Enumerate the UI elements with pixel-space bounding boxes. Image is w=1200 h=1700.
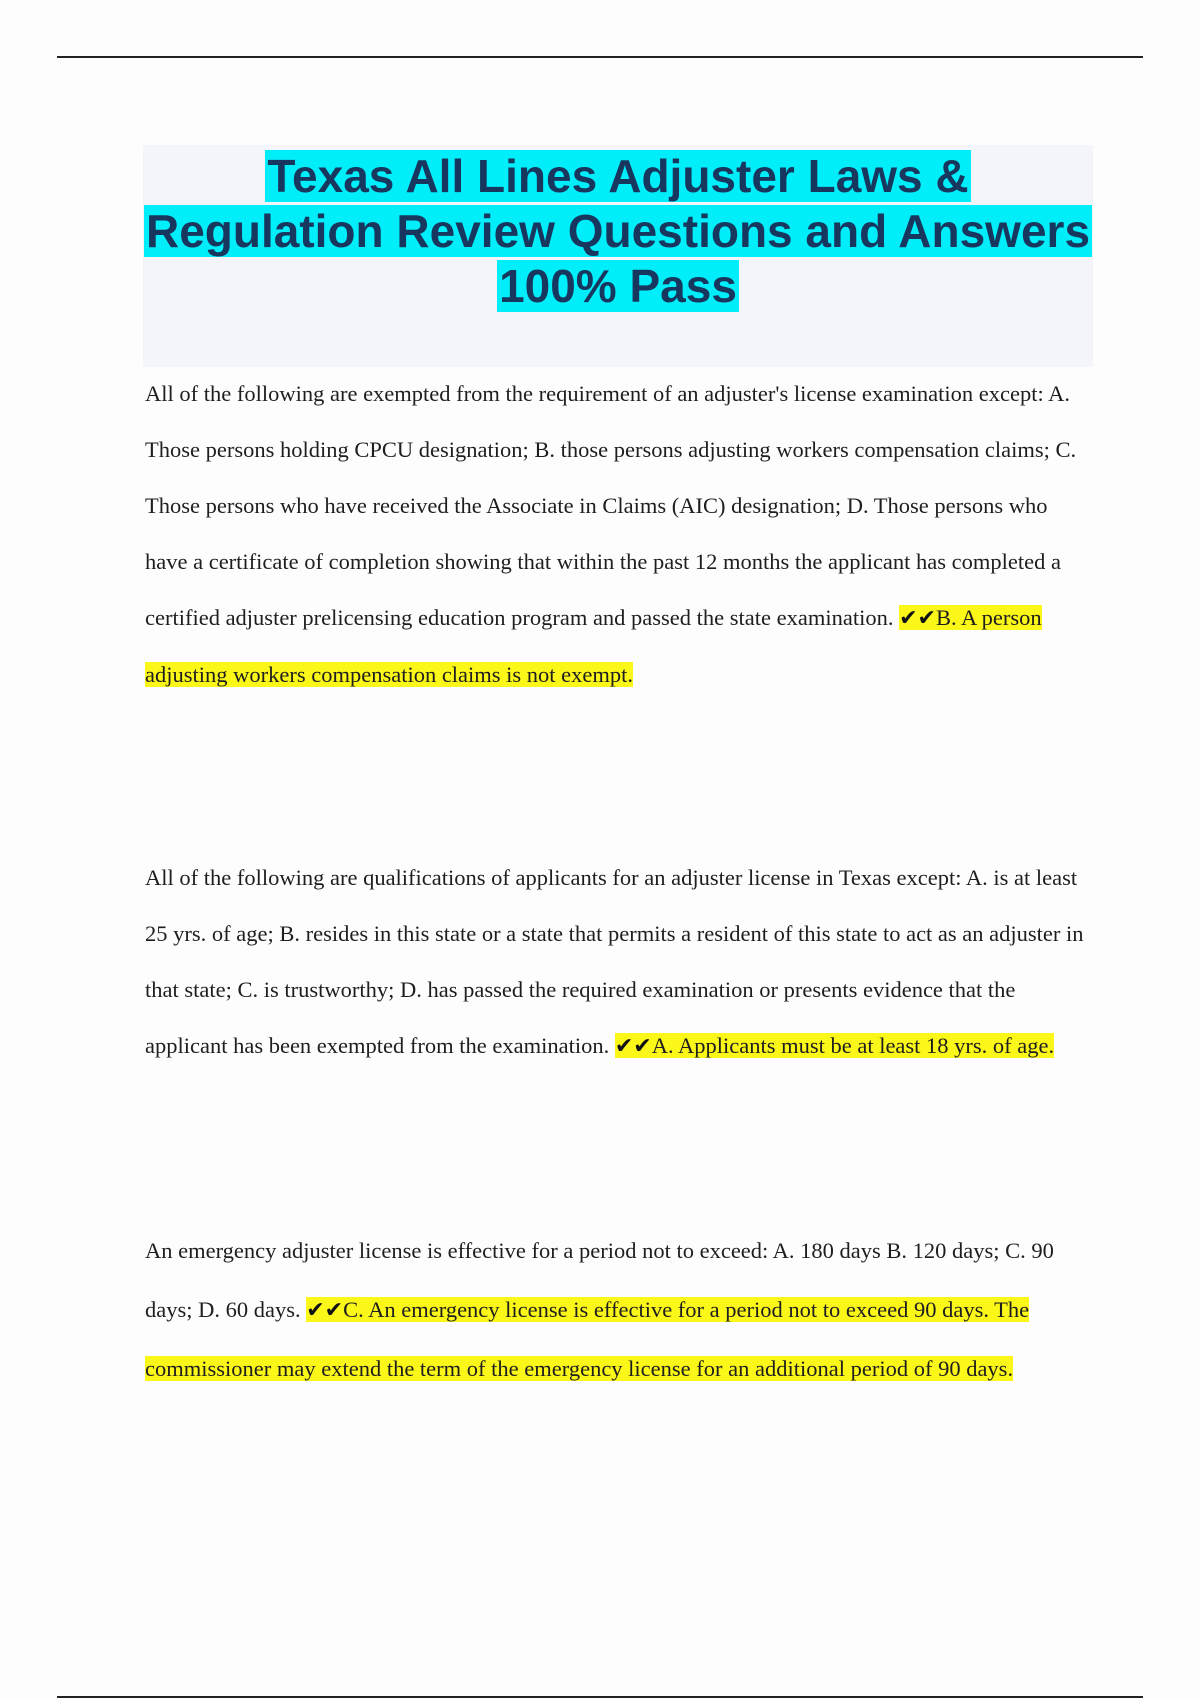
qa-item <box>145 1222 1085 1399</box>
qa-item <box>145 850 1085 1075</box>
document-title-text: Texas All Lines Adjuster Laws & Regulation Review Questions and Answers 100% Pass <box>145 150 1091 312</box>
document-title <box>143 149 1093 314</box>
double-check-icon: ✔✔ <box>306 1297 344 1323</box>
title-block <box>143 145 1093 367</box>
qa-item <box>145 366 1085 703</box>
answer-text: C. An emergency license is effective for a period not to exceed 90 days. The commissioner may extend the term of the emergency license for an additional period of 90 days. <box>145 1296 1030 1381</box>
top-divider <box>57 56 1143 58</box>
bottom-divider <box>57 1696 1143 1698</box>
question-text: An emergency adjuster license is effective for a period not to exceed: A. 180 days B. 120 days; C. 90 days; D. 60 days. <box>145 1238 1054 1322</box>
answer-highlight <box>615 1033 1054 1058</box>
answer-text: B. A person adjusting workers compensation claims is not exempt. <box>145 605 1042 687</box>
answer-text: A. Applicants must be at least 18 yrs. of age. <box>651 1033 1055 1058</box>
question-text: All of the following are exempted from the requirement of an adjuster's license examination except: A. Those persons holding CPCU designation; B. those persons adjusting workers compensation claims; C. Those persons who have received the Associate in Claims (AIC) designation; D. Those persons who have a certificate of completion showing that within the past 12 months the applicant has completed a certified adjuster prelicensing education program and passed the state examination. <box>145 381 1077 630</box>
question-text: All of the following are qualifications of applicants for an adjuster license in Texas except: A. is at least 25 yrs. of age; B. resides in this state or a state that permits a resident of this state to act as an adjuster in that state; C. is trustworthy; D. has passed the required examination or presents evidence that the applicant has been exempted from the examination. <box>145 865 1084 1058</box>
double-check-icon: ✔✔ <box>614 1034 652 1059</box>
double-check-icon: ✔✔ <box>899 606 936 631</box>
